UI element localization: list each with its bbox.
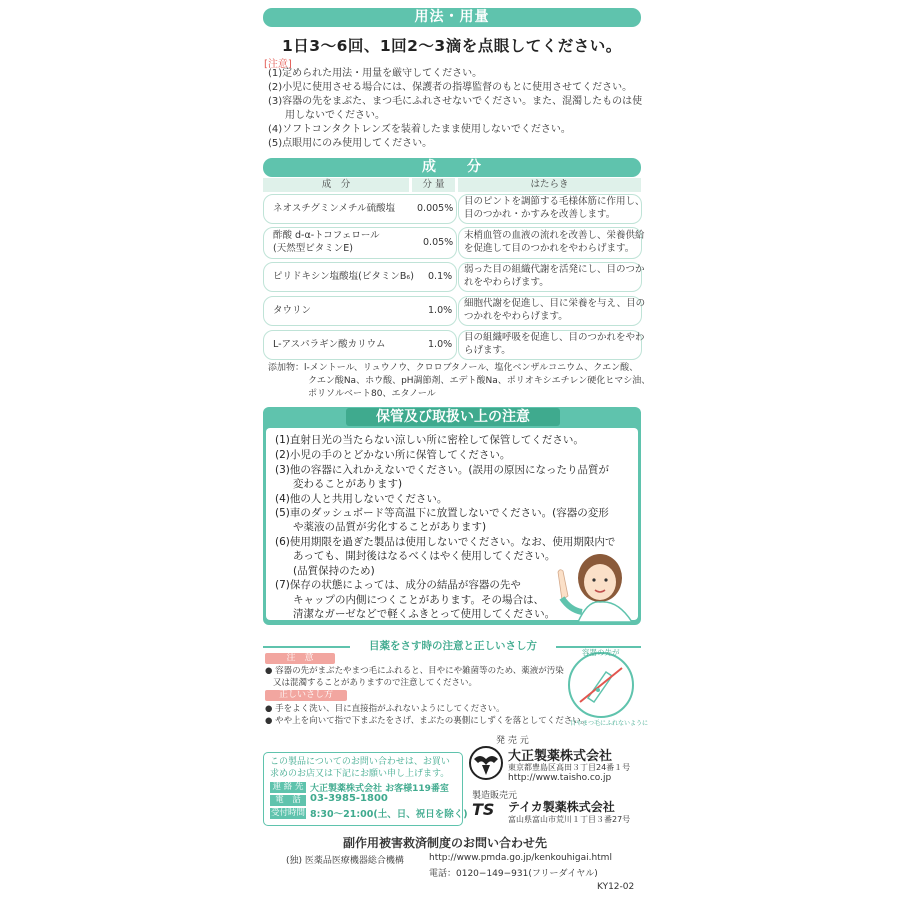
ingredient-amount: 0.1% xyxy=(428,271,453,282)
howto-caution-line: ● 容器の先がまぶたやまつ毛にふれると、目やにや雑菌等のため、薬液が汚染 xyxy=(265,666,564,676)
taisho-eagle-logo-icon xyxy=(468,745,504,781)
phone-label: 電 話 xyxy=(270,795,306,806)
storage-item: (1)直射日光の当たらない涼しい所に密栓して保管してください。 xyxy=(275,434,584,446)
maker-label: 製造販売元 xyxy=(472,791,518,801)
ingredient-amount: 1.0% xyxy=(428,305,453,316)
maker-name: テイカ製薬株式会社 xyxy=(508,800,615,814)
storage-item: や薬液の品質が劣化することがあります) xyxy=(293,521,487,533)
document-code: KY12-02 xyxy=(597,882,635,892)
woman-illustration xyxy=(548,540,638,622)
dosage-note-3b: 用しないでください。 xyxy=(285,110,385,121)
ingredient-action: 弱った目の組織代謝を活発にし、目のつか xyxy=(464,264,645,275)
howto-correct-label: 正しいさし方 xyxy=(265,690,347,701)
storage-item: (6)使用期限を過ぎた製品は使用しないでください。なお、使用期限内で xyxy=(275,536,616,548)
ingredient-action: 細胞代謝を促進し、目に栄養を与え、目の xyxy=(464,298,646,309)
relief-title: 副作用被害救済制度のお問い合わせ先 xyxy=(343,836,548,850)
teika-logo-icon: TS xyxy=(472,800,495,819)
contact-label: 連 絡 先 xyxy=(270,782,306,793)
col-name-header: 成 分 xyxy=(263,178,409,192)
storage-item: (3)他の容器に入れかえないでください。(誤用の原因になったり品質が xyxy=(275,464,609,476)
ingredient-name: ピリドキシン塩酸塩(ビタミンB₆) xyxy=(273,271,414,282)
hours-label: 受付時間 xyxy=(270,808,305,818)
additives-line-1: 添加物：l-メントール、リュウノウ、クロロブタノール、塩化ベンザルコニウム、クエン酸、 xyxy=(268,363,639,373)
howto-caution-label: 注 意 xyxy=(265,653,335,664)
seller-name: 大正製薬株式会社 xyxy=(508,749,613,764)
dosage-note-5: (5)点眼用にのみ使用してください。 xyxy=(268,138,433,149)
ingredient-name: ネオスチグミンメチル硫酸塩 xyxy=(273,203,396,214)
contact-intro-1: この製品についてのお問い合わせは、お買い xyxy=(270,757,450,767)
additives-line-3: ポリソルベート80、エタノール xyxy=(308,389,436,399)
storage-item: (2)小児の手のとどかない所に保管してください。 xyxy=(275,449,511,461)
ingredient-amount: 0.005% xyxy=(417,203,454,214)
dosage-note-3: (3)容器の先をまぶた、まつ毛にふれさせないでください。また、混濁したものは使 xyxy=(268,96,643,107)
maker-address: 富山県富山市荒川１丁目３番27号 xyxy=(508,815,631,824)
ingredient-name-sub: (天然型ビタミンE) xyxy=(273,243,353,254)
phone-value: 03-3985-1800 xyxy=(310,793,388,804)
ingredient-name: タウリン xyxy=(273,305,312,316)
additives-line-2: クエン酸Na、ホウ酸、pH調節剤、エデト酸Na、ポリオキシエチレン硬化ヒマシ油、 xyxy=(308,376,651,386)
storage-item: (4)他の人と共用しないでください。 xyxy=(275,493,448,505)
ingredient-action: 目のピントを調節する毛様体筋に作用し、 xyxy=(464,196,645,207)
hours-value: 8:30～21:00(土、日、祝日を除く) xyxy=(310,809,468,820)
dosage-header: 用法・用量 xyxy=(263,8,641,27)
storage-item: 清潔なガーゼなどで軽くふきとって使用してください。 xyxy=(293,608,556,620)
storage-item: あっても、開封後はなるべくはやく使用してください。 xyxy=(293,550,556,562)
seller-url[interactable]: http://www.taisho.co.jp xyxy=(508,773,612,783)
ingredient-action: れをやわらげます。 xyxy=(464,277,549,288)
storage-item: (5)車のダッシュボード等高温下に放置しないでください。(容器の変形 xyxy=(275,507,609,519)
ingredient-name: L-アスパラギン酸カリウム xyxy=(273,339,386,350)
no-touch-badge-icon xyxy=(566,650,636,720)
storage-item: (品質保持のため) xyxy=(293,565,375,577)
storage-item: 変わることがあります) xyxy=(293,478,403,490)
col-action-header: はたらき xyxy=(458,178,641,192)
howto-header: 目薬をさす時の注意と正しいさし方 xyxy=(350,638,556,654)
contact-intro-2: 求めのお店又は下記にお願い申し上げます。 xyxy=(270,769,450,779)
dosage-note-2: (2)小児に使用させる場合には、保護者の指導監督のもとに使用させてください。 xyxy=(268,82,633,93)
ingredient-action: つかれをやわらげます。 xyxy=(464,311,568,322)
howto-correct-line: ● 手をよく洗い、目に直接指がふれないようにしてください。 xyxy=(265,704,505,714)
storage-item: (7)保存の状態によっては、成分の結晶が容器の先や xyxy=(275,579,521,591)
storage-header: 保管及び取扱い上の注意 xyxy=(376,409,530,425)
caution-label: [注意] xyxy=(264,59,292,70)
ingredient-action: 目のつかれ・かすみを改善します。 xyxy=(464,209,616,220)
seller-address: 東京都豊島区高田３丁目24番１号 xyxy=(508,763,631,772)
seller-label: 発 売 元 xyxy=(496,736,529,746)
relief-phone: 電話：0120−149−931(フリーダイヤル) xyxy=(429,869,598,879)
col-amount-header: 分 量 xyxy=(412,178,455,192)
howto-correct-line: ● やや上を向いて指で下まぶたをさげ、まぶたの裏側にしずくを落としてください。 xyxy=(265,716,590,726)
dosage-note-4: (4)ソフトコンタクトレンズを装着したまま使用しないでください。 xyxy=(268,124,571,135)
ingredient-amount: 0.05% xyxy=(423,237,454,248)
ingredient-action: 末梢血管の血液の流れを改善し、栄養供給 xyxy=(464,230,645,241)
ingredient-action: 目の組織呼吸を促進し、目のつかれをやわ xyxy=(464,332,645,343)
ingredients-header: 成 分 xyxy=(263,158,641,177)
contact-value: 大正製薬株式会社 お客様119番室 xyxy=(310,784,449,794)
dosage-main: 1日3～6回、1回2～3滴を点眼してください。 xyxy=(282,37,622,55)
relief-org: (独) 医薬品医療機器総合機構 xyxy=(286,856,404,866)
ingredient-action: を促進して目のつかれをやわらげます。 xyxy=(464,243,635,254)
ingredient-name: 酢酸 d-α-トコフェロール xyxy=(273,230,380,241)
badge-top-text: 容器の先が xyxy=(582,648,620,657)
ingredient-amount: 1.0% xyxy=(428,339,453,350)
dosage-note-1: (1)定められた用法・用量を厳守してください。 xyxy=(268,68,483,79)
relief-url[interactable]: http://www.pmda.go.jp/kenkouhigai.html xyxy=(429,853,612,863)
badge-bottom-text: 目やまつ毛にふれないように xyxy=(570,720,649,727)
howto-caution-line: 又は混濁することがありますので注意してください。 xyxy=(273,678,478,688)
storage-item: キャップの内側につくことがあります。その場合は、 xyxy=(293,594,544,606)
ingredient-action: らげます。 xyxy=(464,345,511,356)
